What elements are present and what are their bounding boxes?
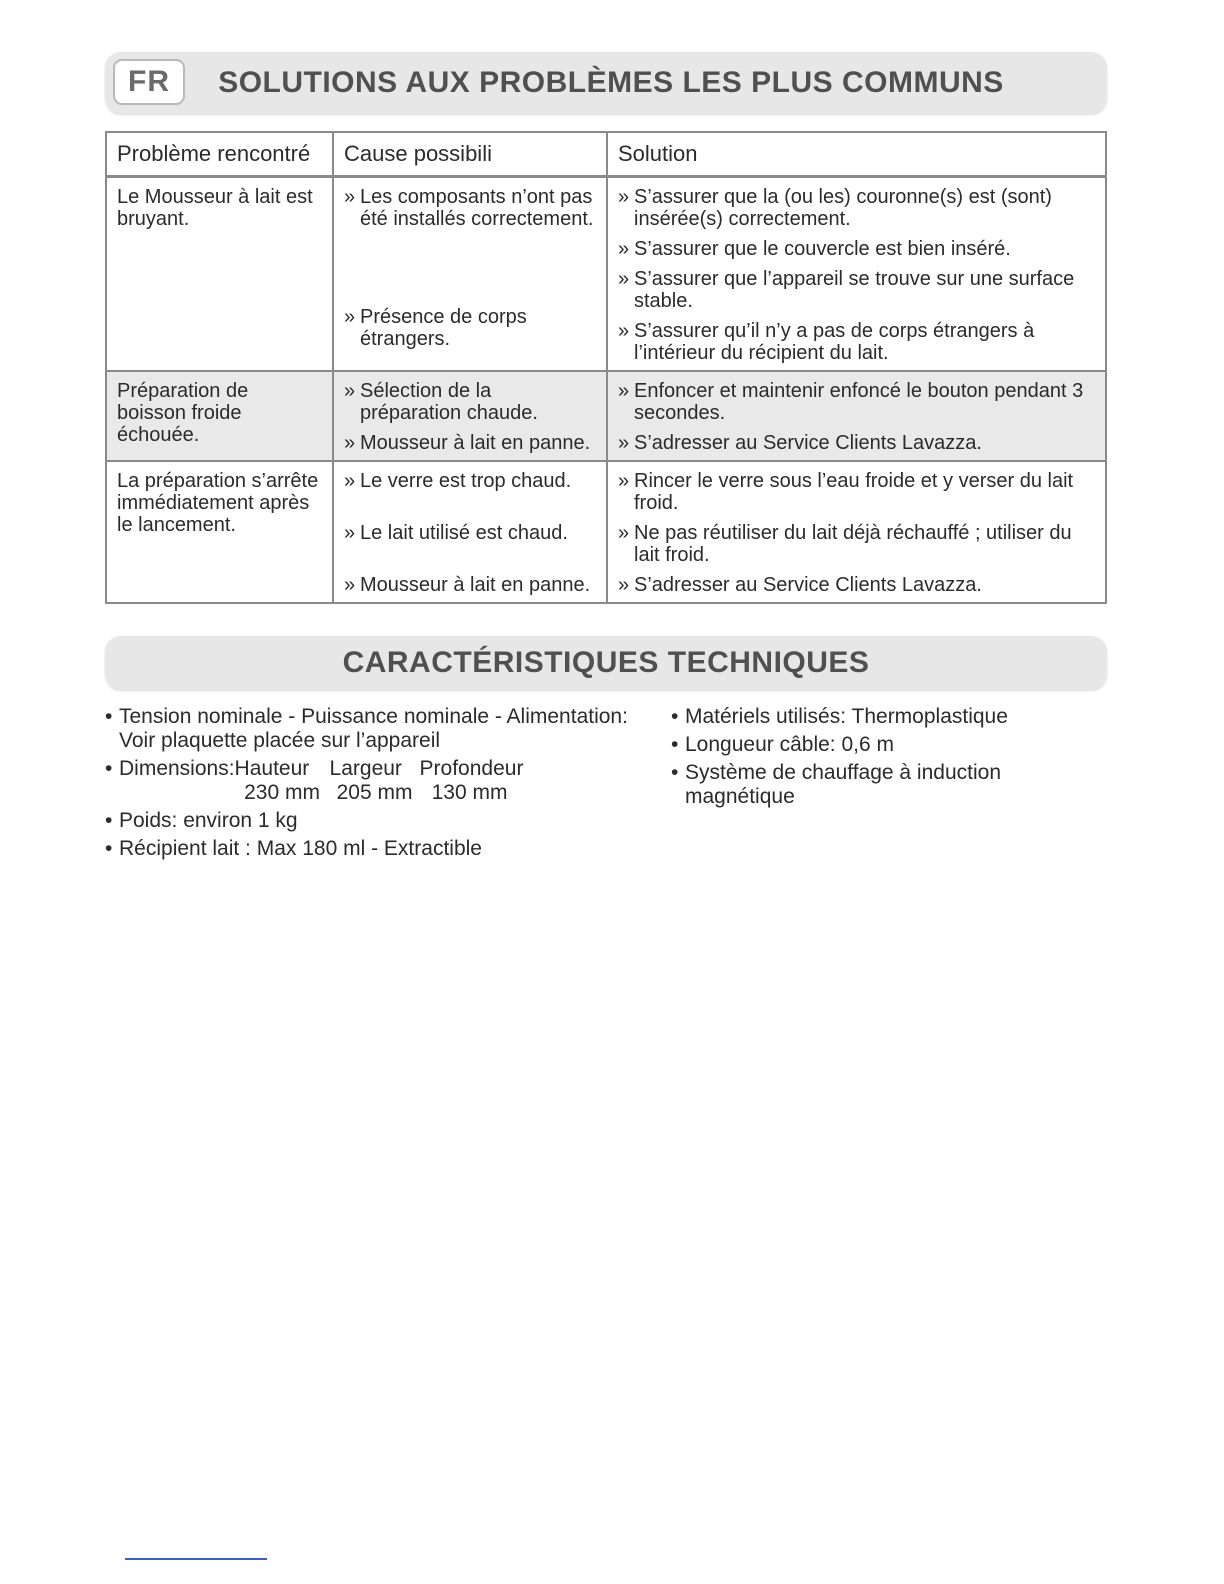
solution-cell bbox=[607, 461, 1106, 603]
cause-cell bbox=[333, 371, 607, 461]
column-header-cause: Cause possibili bbox=[333, 132, 607, 177]
solution-cell bbox=[607, 371, 1106, 461]
cause-cell bbox=[333, 461, 607, 603]
table-header-row bbox=[106, 132, 1106, 177]
problem-cell: Le Mousseur à lait est bruyant. bbox=[106, 177, 333, 372]
dimensions-label: Dimensions: bbox=[119, 757, 235, 780]
dimension-value: 230 mm bbox=[244, 781, 320, 804]
dimension-header: Hauteur bbox=[234, 757, 310, 780]
solution-item: » S’assurer que l’appareil se trouve sur une surface stable. bbox=[618, 268, 1095, 312]
solution-item: » S’assurer que le couvercle est bien inséré. bbox=[618, 238, 1095, 260]
table-row bbox=[106, 371, 1106, 461]
dimension-header: Profondeur bbox=[419, 757, 524, 780]
column-header-solution: Solution bbox=[607, 132, 1106, 177]
spec-weight: Poids: environ 1 kg bbox=[119, 809, 298, 832]
solution-item: » Ne pas réutiliser du lait déjà réchauffé ; utiliser du lait froid. bbox=[618, 522, 1095, 566]
troubleshooting-table bbox=[105, 131, 1107, 604]
problem-cell: Préparation de boisson froide échouée. bbox=[106, 371, 333, 461]
column-header-problem: Problème rencontré bbox=[106, 132, 333, 177]
dimension-value: 205 mm bbox=[336, 781, 413, 804]
spec-item bbox=[671, 733, 1107, 757]
cause-item: » Le verre est trop chaud. bbox=[344, 470, 596, 492]
bullet-icon: • bbox=[105, 757, 113, 780]
bullet-icon: • bbox=[671, 733, 679, 756]
cause-item: » Le lait utilisé est chaud. bbox=[344, 522, 596, 544]
spec-heating: Système de chauffage à induction magnétique bbox=[685, 761, 1001, 808]
page-title: SOLUTIONS AUX PROBLÈMES LES PLUS COMMUNS bbox=[218, 66, 1004, 99]
bullet-icon: • bbox=[105, 705, 113, 728]
spec-cable: Longueur câble: 0,6 m bbox=[685, 733, 894, 756]
solution-item: » S’assurer qu’il n’y a pas de corps étrangers à l’intérieur du récipient du lait. bbox=[618, 320, 1095, 364]
solution-item: » S’adresser au Service Clients Lavazza. bbox=[618, 574, 1095, 596]
solution-item: » S’assurer que la (ou les) couronne(s) est (sont) insérée(s) correctement. bbox=[618, 186, 1095, 230]
solution-item: » Rincer le verre sous l’eau froide et y verser du lait froid. bbox=[618, 470, 1095, 514]
spec-voltage: Tension nominale - Puissance nominale - Alimentation: Voir plaquette placée sur l’appareil bbox=[119, 705, 628, 752]
footer-divider bbox=[125, 1558, 267, 1560]
cause-item: » Présence de corps étrangers. bbox=[344, 306, 596, 350]
cause-item: » Mousseur à lait en panne. bbox=[344, 574, 596, 596]
spec-item bbox=[105, 705, 665, 753]
bullet-icon: • bbox=[105, 837, 113, 860]
bullet-icon: • bbox=[671, 761, 679, 784]
solution-cell bbox=[607, 177, 1106, 372]
spec-milk-container: Récipient lait : Max 180 ml - Extractible bbox=[119, 837, 482, 860]
spec-item bbox=[671, 705, 1107, 729]
solution-item: » S’adresser au Service Clients Lavazza. bbox=[618, 432, 1095, 454]
solution-item: » Enfoncer et maintenir enfoncé le bouton pendant 3 secondes. bbox=[618, 380, 1095, 424]
dimension-header: Largeur bbox=[329, 757, 402, 780]
spec-item bbox=[105, 809, 665, 833]
bullet-icon: • bbox=[671, 705, 679, 728]
spec-item bbox=[671, 761, 1107, 809]
cause-item: » Mousseur à lait en panne. bbox=[344, 432, 596, 454]
specs-list-right bbox=[671, 705, 1107, 813]
language-badge: FR bbox=[113, 59, 185, 105]
cause-item: » Sélection de la préparation chaude. bbox=[344, 380, 596, 424]
bullet-icon: • bbox=[105, 809, 113, 832]
table-row bbox=[106, 461, 1106, 603]
problem-cell: La préparation s’arrête immédiatement après le lancement. bbox=[106, 461, 333, 603]
spec-materials: Matériels utilisés: Thermoplastique bbox=[685, 705, 1008, 728]
specs-list-left bbox=[105, 705, 665, 865]
cause-cell bbox=[333, 177, 607, 372]
table-row bbox=[106, 177, 1106, 372]
spec-item bbox=[105, 757, 665, 805]
specs-title: CARACTÉRISTIQUES TECHNIQUES bbox=[342, 646, 870, 679]
dimension-value: 130 mm bbox=[431, 781, 508, 804]
cause-item: » Les composants n’ont pas été installés correctement. bbox=[344, 186, 596, 230]
spec-item bbox=[105, 837, 665, 861]
